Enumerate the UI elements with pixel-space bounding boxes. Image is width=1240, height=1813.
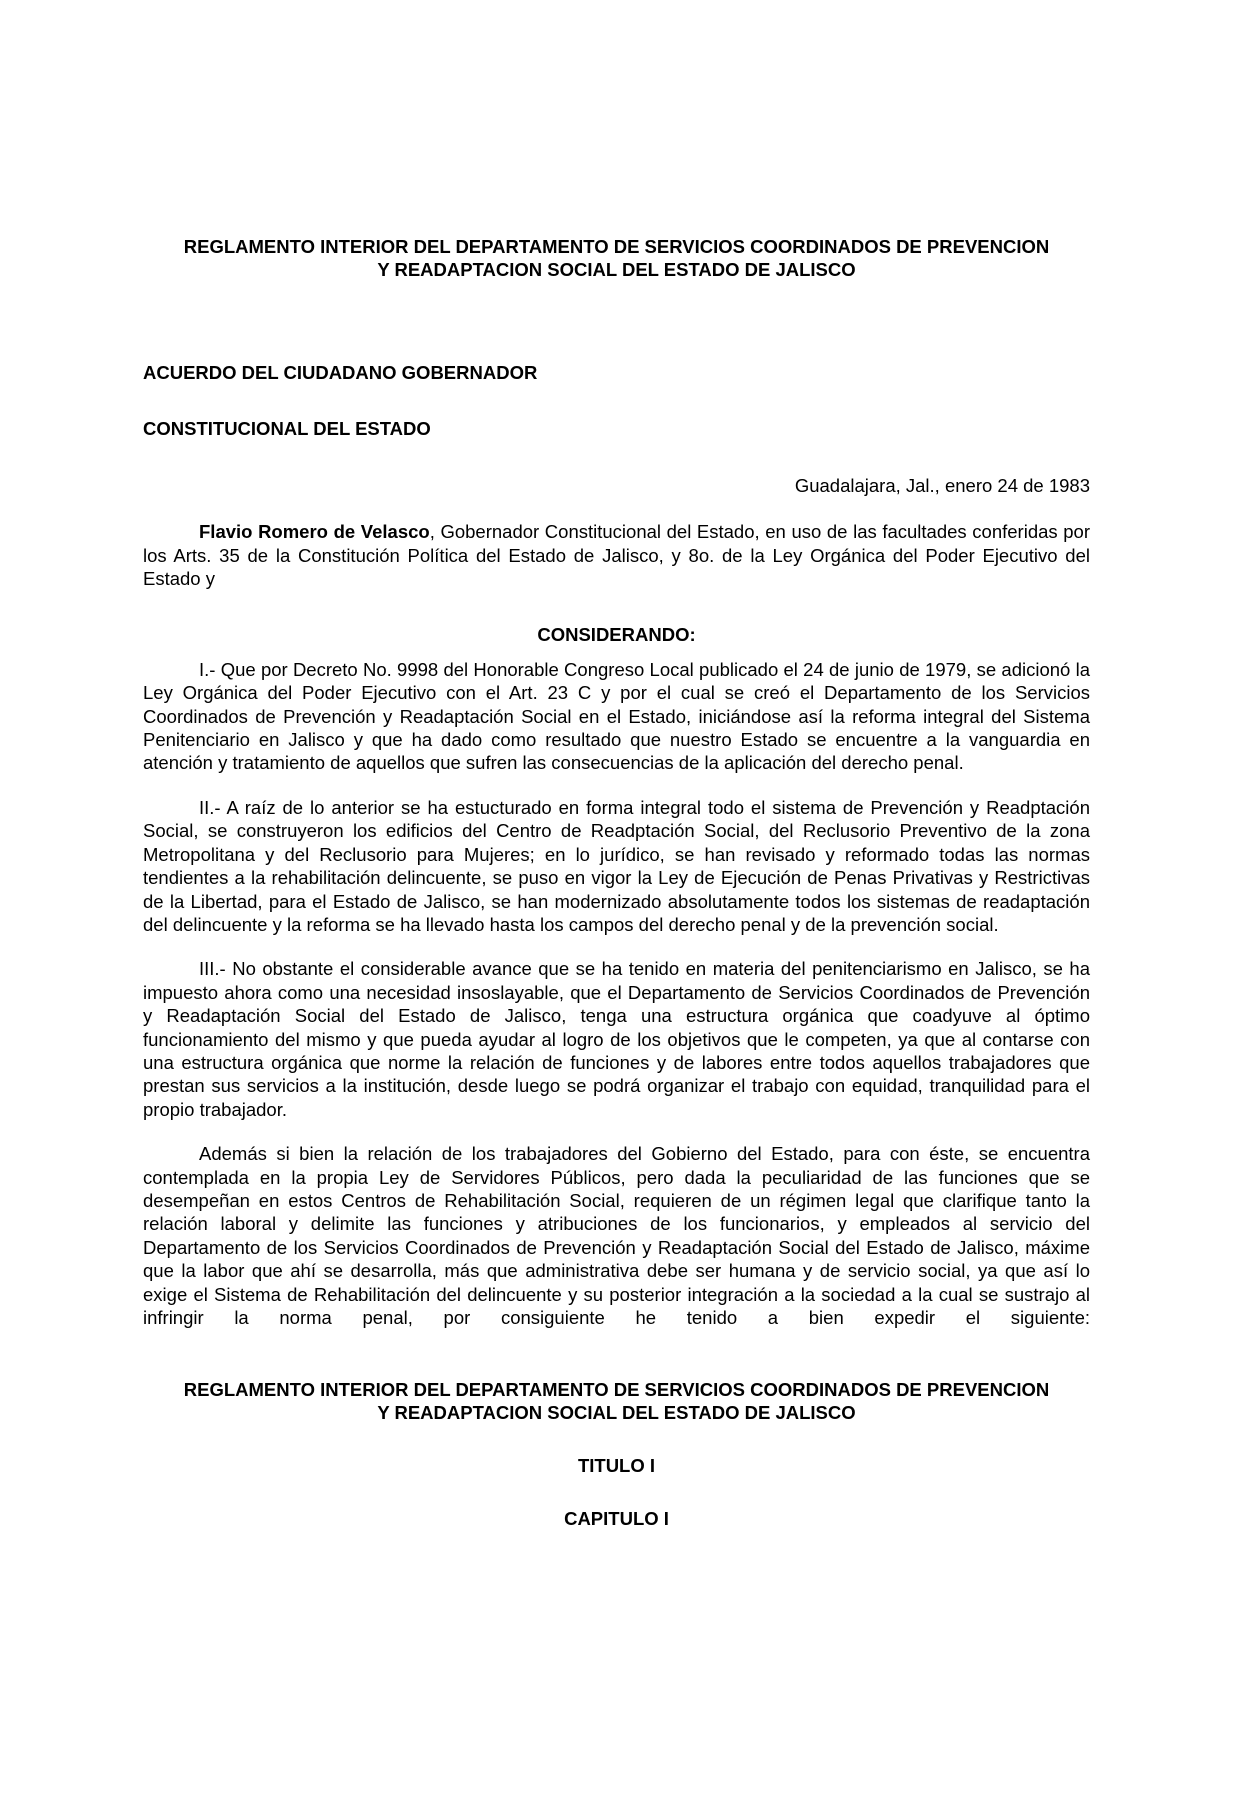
document-title-line-1: REGLAMENTO INTERIOR DEL DEPARTAMENTO DE SERVICIOS COORDINADOS DE PREVENCION [183,236,1050,257]
document-title-line-2: Y READAPTACION SOCIAL DEL ESTADO DE JALISCO [377,258,856,280]
intro-paragraph [143,520,1090,590]
document-body [143,236,1090,1530]
regulation-title [143,1379,1090,1424]
agreement-heading: ACUERDO DEL CIUDADANO GOBERNADOR [143,362,538,383]
regulation-title-line-1: REGLAMENTO INTERIOR DEL DEPARTAMENTO DE SERVICIOS COORDINADOS DE PREVENCION [183,1379,1050,1401]
intro-text: , Gobernador Constitucional del Estado, en uso de las facultades conferidas por los Arts. 35 de la Constitución Política del Estado de Jalisco, y 8o. de la Ley Orgánica del Poder Ejecutivo del Estado y [143,521,1090,590]
considerando-heading: CONSIDERANDO: [537,624,696,646]
constitutional-heading: CONSTITUCIONAL DEL ESTADO [143,418,431,440]
considerando-paragraph-2: II.- A raíz de lo anterior se ha estucturado en forma integral todo el sistema de Prevención y Readptación Social, se construyeron los edificios del Centro de Readptación Social, del Reclusorio Preventivo de la zona Metropolitana y del Reclusorio para Mujeres; en lo jurídico, se han revisado y reformado todas las normas tendientes a la rehabilitación delincuente, se puso en vigor la Ley de Ejecución de Penas Privativas y Restrictivas de la Libertad, para el Estado de Jalisco, se han modernizado absolutamente todos los sistemas de readaptación del delincuente y la reforma se ha llevado hasta los campos del derecho penal y de la prevención social. [143,796,1090,935]
considerando-paragraph-3: III.- No obstante el considerable avance que se ha tenido en materia del penitenciarismo en Jalisco, se ha impuesto ahora como una necesidad insoslayable, que el Departamento de Servicios Coordinados de Prevención y Readaptación Social del Estado de Jalisco, tenga una estructura orgánica que coadyuve al óptimo funcionamiento del mismo y que pueda ayudar al logro de los objetivos que le competen, ya que al contarse con una estructura orgánica que norme la relación de funciones y de labores entre todos aquellos trabajadores que prestan sus servicios a la institución, desde luego se podrá organizar el trabajo con equidad, tranquilidad para el propio trabajador. [143,958,1090,1120]
regulation-title-line-2: Y READAPTACION SOCIAL DEL ESTADO DE JALISCO [377,1401,856,1423]
document-date: Guadalajara, Jal., enero 24 de 1983 [794,474,1090,496]
considerando-paragraph-4: Además si bien la relación de los trabajadores del Gobierno del Estado, para con éste, se encuentra contemplada en la propia Ley de Servidores Públicos, pero dada la peculiaridad de las funciones que se desempeñan en estos Centros de Rehabilitación Social, requieren de un régimen legal que clarifique tanto la relación laboral y delimite las funciones y atribuciones de los funcionarios, y empleados al servicio del Departamento de los Servicios Coordinados de Prevención y Readaptación Social del Estado de Jalisco, máxime que la labor que ahí se desarrolla, más que administrativa debe ser humana y de servicio social, ya que así lo exige el Sistema de Rehabilitación del delincuente y su posterior integración a la sociedad a la cual se sustrajo al infringir la norma penal, por consiguiente he tenido a bien expedir el siguiente: [143,1143,1090,1328]
document-title [143,236,1090,281]
governor-name: Flavio Romero de Velasco [199,521,430,543]
titulo-heading: TITULO I [577,1455,656,1477]
capitulo-heading: CAPITULO I [564,1507,669,1529]
considerando-paragraph-1: I.- Que por Decreto No. 9998 del Honorable Congreso Local publicado el 24 de junio de 1979, se adicionó la Ley Orgánica del Poder Ejecutivo con el Art. 23 C y por el cual se creó el Departamento de los Servicios Coordinados de Prevención y Readaptación Social en el Estado, iniciándose así la reforma integral del Sistema Penitenciario en Jalisco y que ha dado como resultado que nuestro Estado se encuentre a la vanguardia en atención y tratamiento de aquellos que sufren las consecuencias de la aplicación del derecho penal. [143,658,1090,774]
